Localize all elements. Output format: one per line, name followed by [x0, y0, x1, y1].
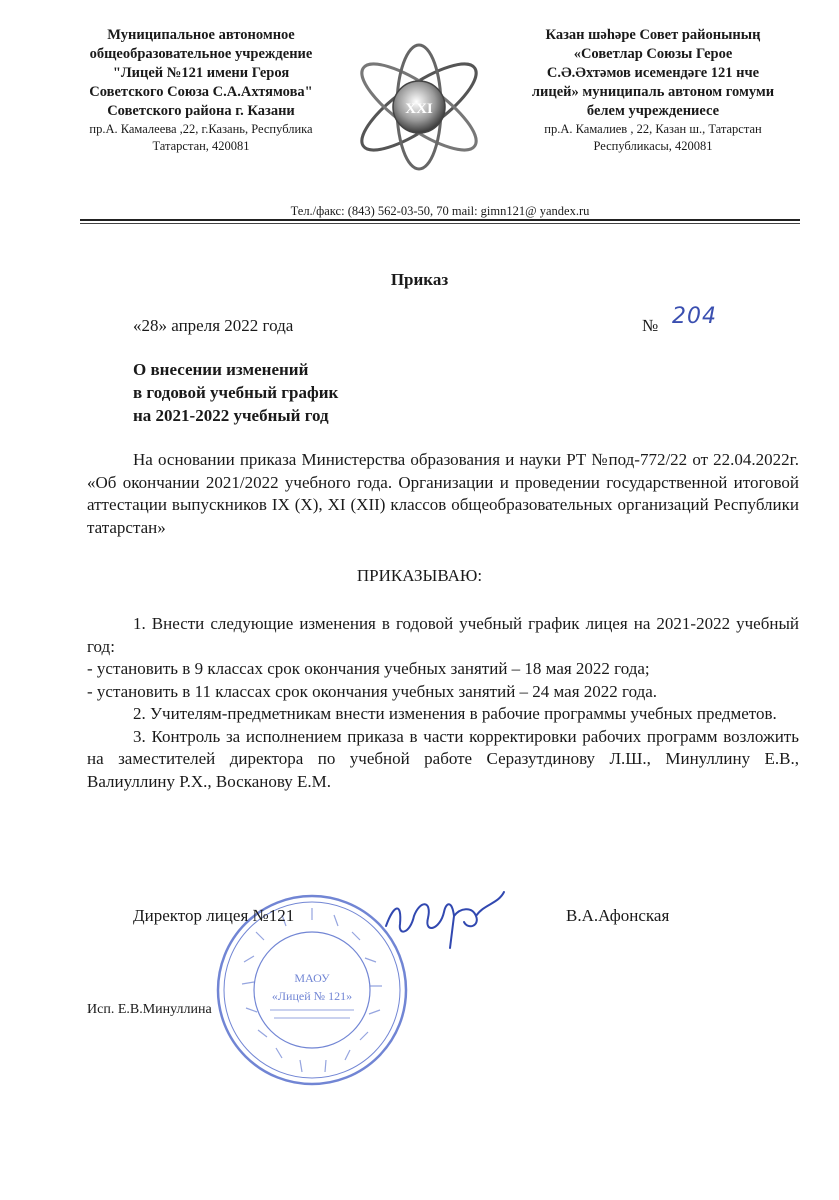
header-left-line: Советского Союза С.А.Ахтямова" — [89, 84, 313, 100]
header-right-tatar — [512, 26, 794, 155]
item-1: 1. Внести следующие изменения в годовой учебный график лицея на 2021-2022 учебный год: — [87, 614, 799, 656]
order-number-handwritten: 204 — [672, 304, 717, 329]
header-right-line: «Советлар Союзы Герое — [573, 46, 733, 62]
item-2: 2. Учителям-предметникам внести изменения в рабочие программы учебных предметов. — [133, 704, 777, 723]
basis-paragraph — [87, 449, 799, 539]
header-right-line: Казан шәһәре Совет районының — [545, 27, 761, 43]
executor: Исп. Е.В.Минуллина — [87, 1002, 212, 1017]
header-left-address: Татарстан, 420081 — [152, 139, 250, 153]
stamp-line-1: МАОУ — [294, 971, 330, 985]
order-items — [87, 613, 799, 793]
contacts-line: Тел./факс: (843) 562-03-50, 70 mail: gimn121@ yandex.ru — [290, 204, 590, 218]
header-left-line: Муниципальное автономное — [107, 27, 295, 43]
header-right-line: белем учреждениесе — [586, 103, 720, 119]
header-left-line: общеобразовательное учреждение — [89, 46, 313, 62]
header-left-address: пр.А. Камалеева ,22, г.Казань, Республика — [89, 122, 313, 136]
logo-text: XXI — [405, 101, 433, 117]
basis-text: На основании приказа Министерства образования и науки РТ №под-772/22 от 22.04.2022г. «Об окончании 2021/2022 учебного года. Организации и проведении государственной итоговой аттестации выпускников IX (X), XI (XII) классов общеобразовательных организаций Республики татарстан» — [87, 450, 799, 537]
item-1b: - установить в 11 классах срок окончания учебных занятий – 24 мая 2022 года. — [87, 681, 658, 701]
header-divider — [80, 219, 800, 221]
header-right-line: С.Ә.Әхтәмов исемендәге 121 нче — [546, 65, 760, 81]
header-left-line: "Лицей №121 имени Героя — [112, 65, 290, 81]
subject-line: на 2021-2022 учебный год — [133, 406, 329, 425]
header-left-line: Советского района г. Казани — [107, 103, 295, 119]
order-directive: ПРИКАЗЫВАЮ: — [356, 566, 483, 585]
header-right-address: Республикасы, 420081 — [593, 139, 713, 153]
lyceum-logo — [344, 32, 494, 182]
director-name: В.А.Афонская — [566, 906, 670, 925]
header-right-address: пр.А. Камалиев , 22, Казан ш., Татарстан — [544, 122, 762, 136]
director-signature — [380, 886, 510, 956]
order-number-label: № — [642, 316, 659, 335]
header-divider-thin — [80, 223, 800, 224]
order-date: «28» апреля 2022 года — [133, 316, 294, 335]
stamp-line-2: «Лицей № 121» — [271, 989, 353, 1003]
header-left-russian — [70, 26, 332, 155]
subject-line: О внесении изменений — [133, 360, 309, 379]
order-title: Приказ — [390, 270, 449, 289]
order-subject — [133, 358, 338, 427]
header-right-line: лицей» муниципаль автоном гомуми — [531, 84, 775, 100]
item-1a: - установить в 9 классах срок окончания учебных занятий – 18 мая 2022 года; — [87, 659, 650, 678]
subject-line: в годовой учебный график — [133, 383, 339, 402]
director-title: Директор лицея №121 — [133, 906, 295, 925]
item-3: 3. Контроль за исполнением приказа в части корректировки рабочих программ возложить на заместителей директора по учебной работе Серазутдинову Л.Ш., Минуллину Е.В., Валиуллину Р.Х., Восканову Е.М. — [87, 726, 799, 791]
